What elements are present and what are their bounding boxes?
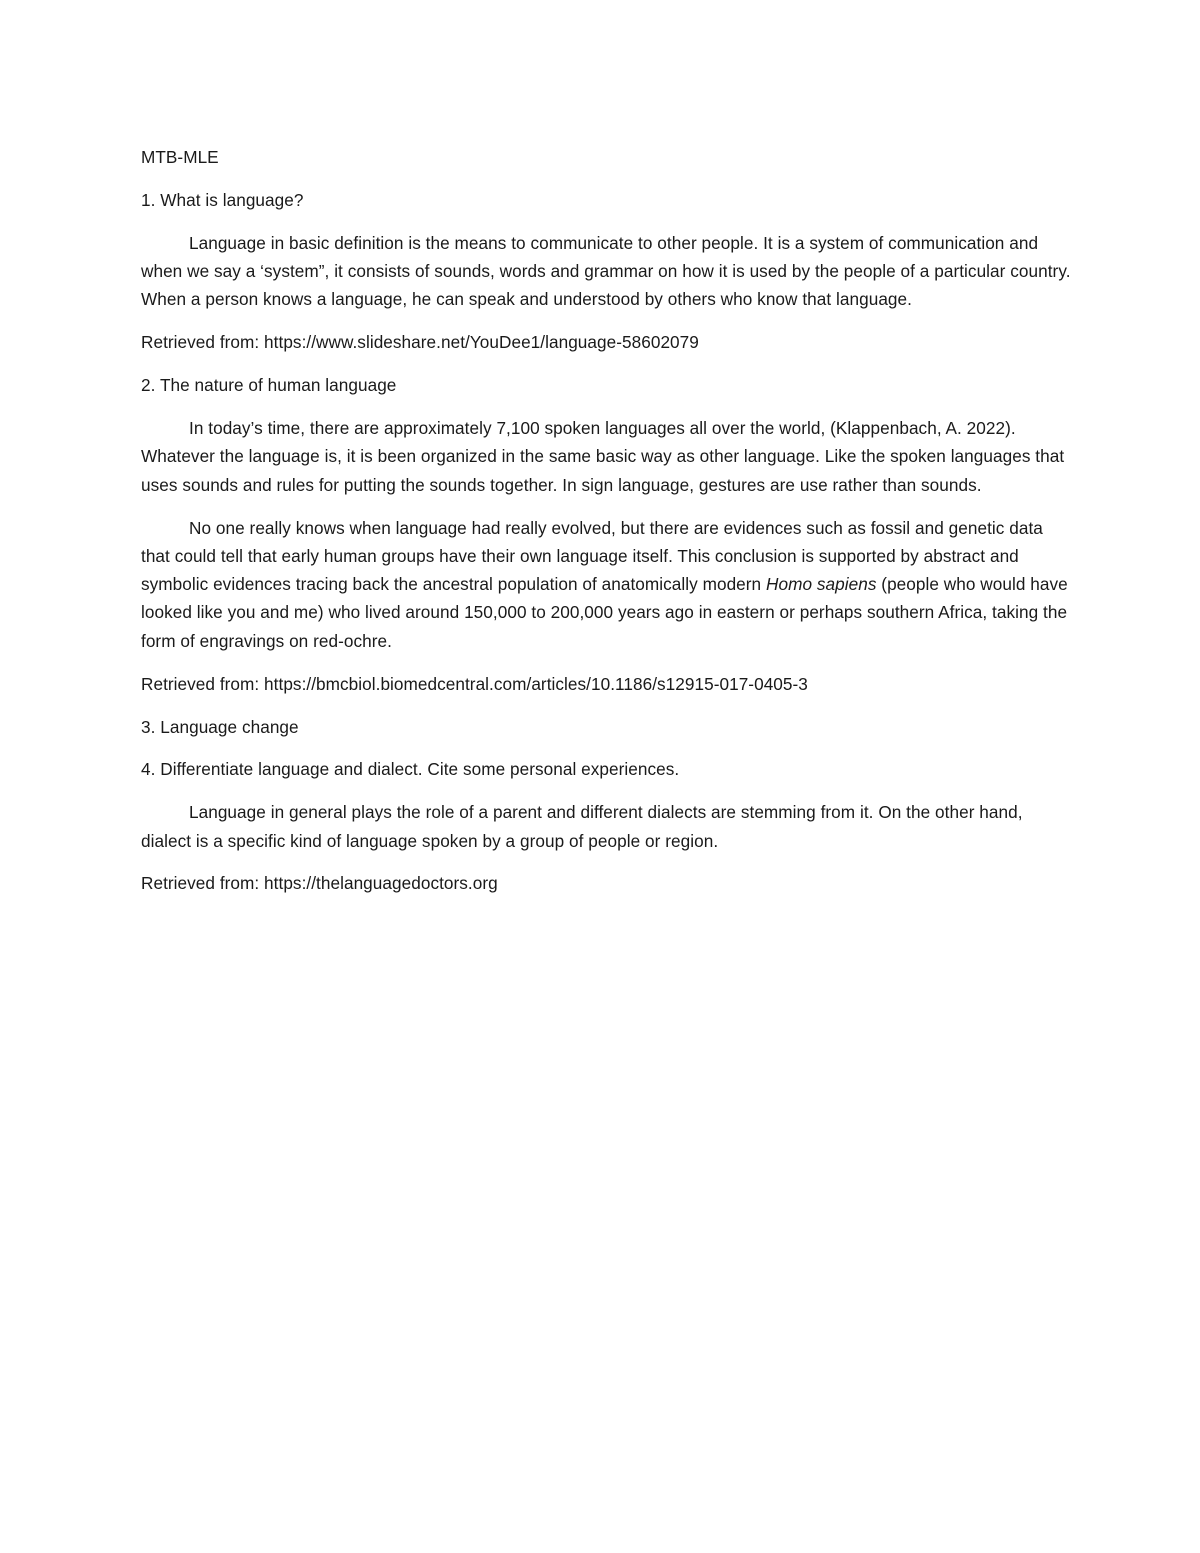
question-2-answer-paragraph-2 [141,514,1071,655]
question-1-reference: Retrieved from: https://www.slideshare.net/YouDee1/language-58602079 [141,332,699,353]
question-4-answer: Language in general plays the role of a parent and different dialects are stemming from it. On the other hand, dialect is a specific kind of language spoken by a group of people or region. [141,802,1023,851]
question-1-answer: Language in basic definition is the means to communicate to other people. It is a system of communication and when we say a ‘system”, it consists of sounds, words and grammar on how it is used by the people of a particular country. When a person knows a language, he can speak and understood by others who know that language. [141,232,1071,310]
paragraph-text-segment: (people who would have looked like you and me) who lived around 150,000 to 200,000 years ago in eastern or perhaps southern Africa, taking the form of engravings on red-ochre. [141,574,1068,651]
question-3-heading: 3. Language change [141,716,299,737]
document-body [141,143,1071,912]
paragraph-text-segment: No one really knows when language had really evolved, but there are evidences such as fossil and genetic data that could tell that early human groups have their own language itself. This conclusion is supported by abstract and symbolic evidences tracing back the ancestral population of anatomically modern [141,517,1043,595]
question-4-reference: Retrieved from: https://thelanguagedoctors.org [141,873,498,894]
italic-species-name: Homo sapiens [766,574,877,595]
question-1-heading: 1. What is language? [141,189,304,210]
document-title: MTB-MLE [141,147,219,167]
question-2-heading: 2. The nature of human language [141,375,397,396]
question-2-answer-paragraph-1: In today’s time, there are approximately 7,100 spoken languages all over the world, (Klappenbach, A. 2022). Whatever the language is, it is been organized in the same basic way as other language. Like the spoken languages that uses sounds and rules for putting the sounds together. In sign language, gestures are use rather than sounds. [141,418,1065,495]
question-4-heading: 4. Differentiate language and dialect. Cite some personal experiences. [141,759,680,780]
question-2-reference: Retrieved from: https://bmcbiol.biomedcentral.com/articles/10.1186/s12915-017-0405-3 [141,673,808,694]
